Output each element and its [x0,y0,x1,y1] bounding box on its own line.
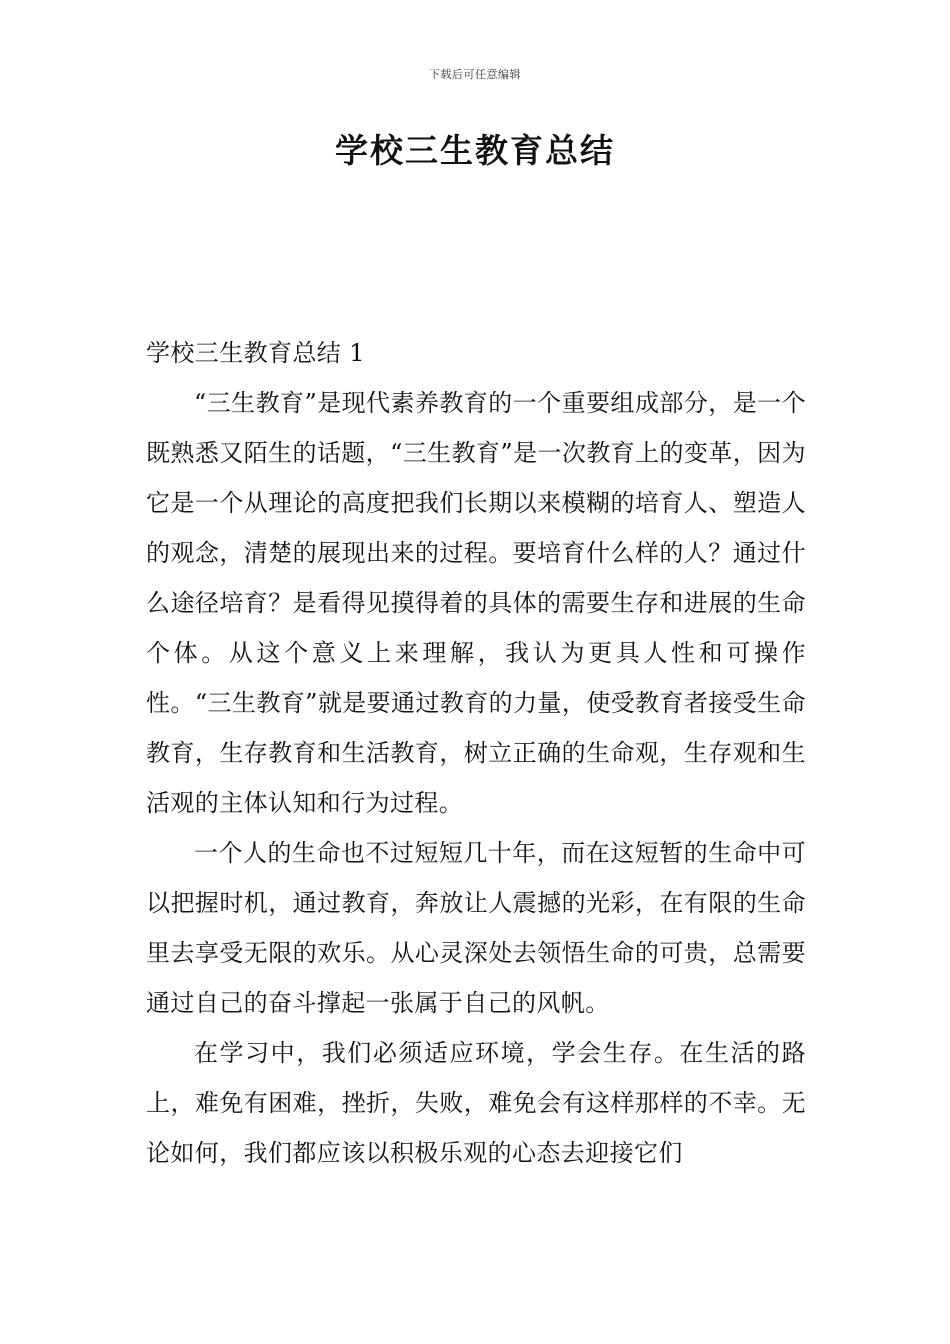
paragraph-1: “三生教育”是现代素养教育的一个重要组成部分，是一个既熟悉又陌生的话题，“三生教育”是一次教育上的变革，因为它是一个从理论的高度把我们长期以来模糊的培育人、塑造人的观念，清楚的展现出来的过程。要培育什么样的人？通过什么途径培育？是看得见摸得着的具体的需要生存和进展的生命个体。从这个意义上来理解，我认为更具人性和可操作性。“三生教育”就是要通过教育的力量，使受教育者接受生命教育，生存教育和生活教育，树立正确的生命观，生存观和生活观的主体认知和行为过程。 [146,389,806,817]
paragraph-2: 一个人的生命也不过短短几十年，而在这短暂的生命中可以把握时机，通过教育，奔放让人震撼的光彩，在有限的生命里去享受无限的欢乐。从心灵深处去领悟生命的可贵，总需要通过自己的奋斗撑起一张属于自己的风帆。 [146,839,806,1017]
section-heading: 学校三生教育总结 1 [146,339,365,367]
document-body [146,328,806,1178]
header-note: 下载后可任意编辑 [429,68,521,81]
document-title: 学校三生教育总结 [335,131,615,170]
paragraph-3: 在学习中，我们必须适应环境，学会生存。在生活的路上，难免有困难，挫折，失败，难免会有这样那样的不幸。无论如何，我们都应该以积极乐观的心态去迎接它们 [146,1039,806,1167]
